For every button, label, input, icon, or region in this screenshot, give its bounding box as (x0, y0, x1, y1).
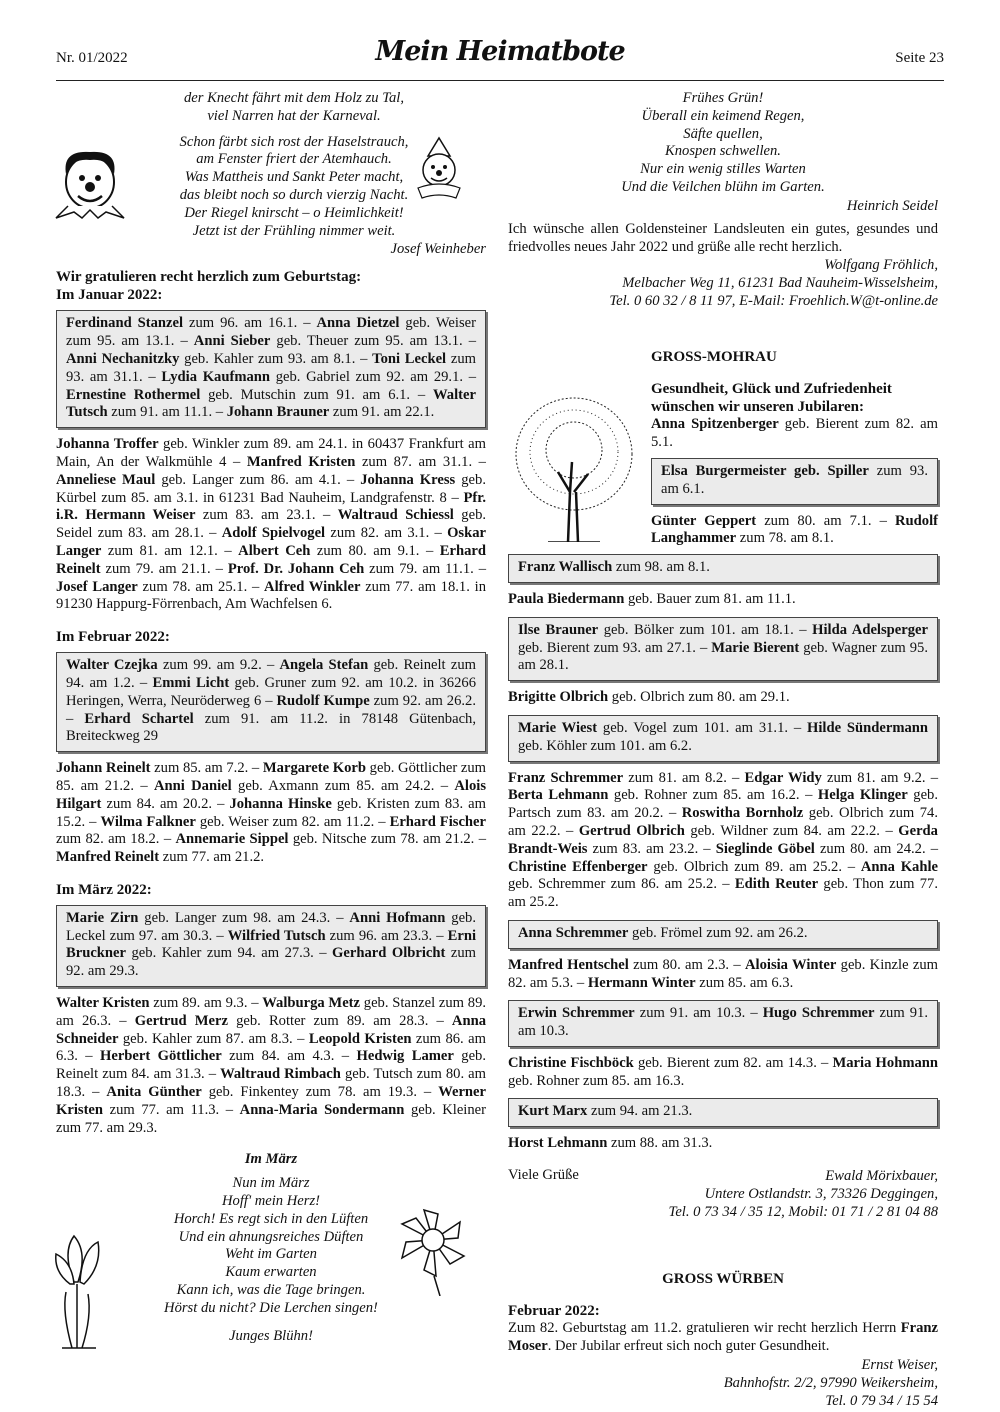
person-name: Anni Nechanitzky (66, 350, 180, 367)
line: der Knecht fährt mit dem Holz zu Tal, (184, 90, 404, 106)
birthday-detail: zum 83. am 23.1. – (195, 507, 338, 524)
person-name: Franz Wallisch (518, 559, 613, 576)
person-name: Wilma Falkner (100, 813, 196, 830)
birthday-detail: zum 93. am 6.1. (661, 462, 928, 497)
gm-box-1 (651, 458, 938, 505)
birthday-detail: zum 99. am 9.2. – (157, 657, 280, 674)
birthday-detail: geb. Bierent zum 93. am 27.1. – (518, 639, 712, 656)
person-name: Johann Brauner (226, 404, 330, 421)
new-year-wish: Ich wünsche allen Goldensteiner Landsleuten ein gutes, gesundes und friedvolles neues Jahr 2022 und grüße alle recht herzlich. (508, 220, 938, 255)
birthday-detail: geb. Kahler zum 94. am 27.3. – (126, 945, 333, 962)
person-name: Maria Hohmann (832, 1054, 939, 1071)
person-name: Albert Ceh (238, 542, 311, 559)
gm-text-3 (508, 770, 938, 912)
line: viel Narren hat der Karneval. (207, 107, 381, 124)
line: Überall ein keimend Regen, (641, 107, 805, 124)
birthday-detail: geb. Gabriel zum 92. am 29.1. – (270, 368, 476, 385)
line: Was Mattheis und Sankt Peter macht, (184, 169, 404, 186)
birthday-detail: geb. Winkler zum 89. am 24.1. in 60437 Frankfurt am Main, An der Walkmühle 4 – (56, 436, 486, 470)
birthday-detail: zum 80. am 24.2. – (814, 840, 938, 857)
person-name: Roswitha Bornholz (681, 805, 804, 822)
birthday-detail: zum 96. am 16.1. – (183, 315, 317, 332)
birthday-detail: zum 84. am 4.3. – (221, 1048, 357, 1065)
february-highlight-box (56, 652, 486, 752)
person-name: Anni Sieber (193, 333, 271, 350)
birthday-detail: geb. Göttlicher zum 85. am 21.2. – (56, 760, 487, 794)
person-name: Pfr. i.R. Hermann Weiser (56, 489, 486, 524)
congrats-heading: Wir gratulieren recht herzlich zum Geburtstag: (56, 269, 362, 286)
line: Schon färbt sich rost der Haselstrauch, (179, 133, 409, 150)
person-name: Anni Daniel (153, 777, 232, 794)
line: Nur ein wenig stilles Warten (640, 161, 806, 178)
person-name: Walter Tutsch (66, 386, 476, 421)
person-name: Walter Kristen (56, 995, 150, 1012)
greeting-block (508, 1167, 938, 1221)
february-text (56, 760, 486, 867)
person-name: Hedwig Lamer (356, 1048, 454, 1065)
person-name: Walter Czejka (66, 657, 158, 674)
birthday-detail: geb. Olbrich zum 80. am 29.1. (608, 689, 790, 706)
january-heading: Im Januar 2022: (56, 287, 163, 304)
birthday-detail: zum 77. am 21.2. (159, 849, 265, 866)
person-name: Hugo Schremmer (762, 1005, 875, 1022)
signature-froehlich (508, 256, 938, 310)
right-column (508, 90, 938, 1410)
line: am Fenster friert der Atemhauch. (196, 151, 392, 168)
person-name: Aloisia Winter (745, 956, 837, 973)
left-column (56, 90, 486, 1345)
birthday-detail: zum 81. am 8.2. – (623, 769, 745, 786)
person-name: Anna Spitzenberger (651, 416, 779, 433)
person-name: Oskar Langer (56, 525, 486, 559)
person-name: Toni Leckel (372, 350, 447, 367)
person-name: Lydia Kaufmann (161, 368, 271, 385)
gw-name: Franz Moser (508, 1320, 938, 1354)
person-name: Gerhard Olbricht (332, 945, 446, 962)
person-name: Rudolf Langhammer (651, 512, 938, 547)
person-name: Johanna Troffer (56, 436, 159, 453)
birthday-detail: geb. Nitsche zum 78. am 21.2. – (288, 831, 486, 848)
gm-box-6 (508, 1000, 938, 1047)
line: Weht im Garten (225, 1246, 317, 1263)
gm-text-6 (508, 1135, 938, 1153)
person-name: Christine Effenberger (508, 858, 648, 875)
january-highlight-box (56, 310, 486, 428)
line: Knospen schwellen. (665, 143, 781, 160)
line: Melbacher Weg 11, 61231 Bad Nauheim-Wisselsheim, (622, 275, 938, 292)
person-name: Leopold Kristen (308, 1030, 412, 1047)
person-name: Hilda Adelsperger (812, 621, 928, 638)
person-name: Anni Hofmann (349, 909, 446, 926)
line: Der Riegel knirscht – o Heimlichkeit! (184, 204, 404, 221)
birthday-detail: zum 85. am 6.3. (695, 974, 794, 991)
birthday-detail: zum 91. am 10.3. (518, 1005, 928, 1040)
person-name: Gertrud Merz (134, 1012, 228, 1029)
birthday-detail: geb. Bierent zum 82. am 5.1. (651, 416, 938, 451)
line: Hoff' mein Herz! (222, 1193, 320, 1210)
birthday-detail: zum 82. am 3.1. – (325, 525, 448, 542)
line: Ernst Weiser, (861, 1356, 938, 1373)
person-name: Erwin Schremmer (518, 1005, 635, 1022)
birthday-detail: zum 88. am 31.3. (607, 1135, 713, 1152)
birthday-detail: zum 98. am 8.1. (612, 559, 710, 576)
birthday-detail: zum 80. am 2.3. – (628, 956, 745, 973)
birthday-detail: geb. Seidel zum 83. am 28.1. – (56, 507, 487, 542)
birthday-detail: geb. Kahler zum 87. am 8.3. – (118, 1030, 309, 1047)
birthday-detail: zum 91. am 11.1. – (107, 404, 227, 421)
person-name: Horst Lehmann (508, 1135, 608, 1152)
person-name: Alfred Winkler (264, 578, 361, 595)
line: Wolfgang Fröhlich, (824, 257, 938, 274)
person-name: Alois Hilgart (56, 777, 486, 812)
birthday-detail: geb. Köhler zum 101. am 6.2. (518, 737, 692, 754)
birthday-detail: zum 81. am 12.1. – (101, 542, 239, 559)
line: Frühes Grün! (682, 90, 764, 106)
line: Ewald Mörixbauer, (825, 1168, 938, 1185)
line: das bleibt noch so durch vierzig Nacht. (179, 186, 409, 203)
birthday-detail: geb. Gruner zum 92. am 10.2. in 36266 Heringen, Werra, Neuröderweg 6 – (66, 674, 476, 709)
birthday-detail: geb. Bierent zum 82. am 14.3. – (633, 1054, 833, 1071)
birthday-detail: geb. Frömel zum 92. am 26.2. (628, 924, 808, 941)
birthday-detail: zum 91. am 22.1. (329, 404, 435, 421)
person-name: Anna Dietzel (316, 315, 400, 332)
birthday-detail: zum 91. am 10.3. – (634, 1005, 763, 1022)
poem-author: Josef Weinheber (390, 241, 486, 258)
birthday-detail: geb. Kahler zum 93. am 8.1. – (179, 350, 373, 367)
birthday-detail: zum 79. am 21.1. – (100, 560, 228, 577)
person-name: Edith Reuter (734, 876, 819, 893)
person-name: Johanna Kress (360, 471, 456, 488)
line: Säfte quellen, (683, 125, 763, 142)
person-name: Erhard Reinelt (56, 542, 486, 577)
birthday-detail: geb. Rohner zum 85. am 16.3. (508, 1072, 685, 1089)
person-name: Kurt Marx (518, 1103, 588, 1120)
birthday-detail: geb. Partsch zum 83. am 20.2. – (508, 787, 938, 822)
birthday-detail: geb. Bölker zum 101. am 18.1. – (598, 621, 813, 638)
birthday-detail: geb. Kinzle zum 82. am 5.3. – (508, 956, 938, 991)
birthday-detail: geb. Langer zum 86. am 4.1. – (155, 471, 361, 488)
person-name: Christine Fischböck (508, 1054, 634, 1071)
person-name: Anna Schneider (56, 1012, 486, 1047)
person-name: Hermann Winter (587, 974, 696, 991)
february-heading: Im Februar 2022: (56, 629, 170, 646)
person-name: Josef Langer (56, 578, 138, 595)
person-name: Manfred Reinelt (56, 849, 160, 866)
birthday-detail: zum 93. am 31.1. – (66, 350, 476, 385)
person-name: Berta Lehmann (508, 787, 609, 804)
gross-wuerben-text (508, 1320, 938, 1356)
person-name: Ernestine Rothermel (66, 386, 201, 403)
poem2-title: Im März (244, 1151, 298, 1168)
birthday-detail: zum 86. am 6.3. – (56, 1030, 486, 1065)
poem2-lines (126, 1175, 416, 1317)
gm-box-7 (508, 1098, 938, 1127)
line: Tel. 0 79 34 / 15 54 (825, 1392, 938, 1409)
person-name: Gertrud Olbrich (578, 822, 685, 839)
page-header (56, 36, 944, 81)
birthday-detail: geb. Axmann zum 85. am 24.2. – (231, 777, 455, 794)
gross-mohrau-intro (508, 348, 938, 548)
line: Kaum erwarten (225, 1264, 317, 1281)
birthday-detail: zum 92. am 26.2. – (66, 692, 476, 727)
person-name: Waltraud Schiessl (337, 507, 454, 524)
gross-wuerben-heading: GROSS WÜRBEN (662, 1271, 784, 1288)
birthday-detail: zum 94. am 21.3. (587, 1103, 693, 1120)
person-name: Franz Schremmer (508, 769, 624, 786)
person-name: Ferdinand Stanzel (66, 315, 184, 332)
birthday-detail: geb. Finkentey zum 78. am 19.3. – (201, 1084, 439, 1101)
gm-text-4 (508, 957, 938, 993)
person-name: Adolf Spielvogel (221, 525, 326, 542)
person-name: Anna Schremmer (518, 924, 629, 941)
person-name: Brigitte Olbrich (508, 689, 609, 706)
person-name: Herbert Göttlicher (100, 1048, 222, 1065)
page-number: Seite 23 (895, 50, 944, 66)
gross-mohrau-heading: GROSS-MOHRAU (651, 349, 777, 366)
person-name: Wilfried Tutsch (227, 927, 326, 944)
person-name: Anna Kahle (860, 858, 938, 875)
person-name: Edgar Widy (744, 769, 822, 786)
gw-text-a: Zum 82. Geburtstag am 11.2. gratulieren wir recht herzlich Herrn (508, 1320, 901, 1337)
gm-second (651, 513, 938, 549)
person-name: Prof. Dr. Johann Ceh (227, 560, 365, 577)
birthday-detail: geb. Vogel zum 101. am 31.1. – (597, 719, 807, 736)
person-name: Marie Wiest (518, 719, 598, 736)
line: Horch! Es regt sich in den Lüften (173, 1210, 369, 1227)
gm-first (651, 416, 938, 452)
poem-lines (124, 90, 464, 240)
line: Und die Veilchen blühn im Garten. (621, 178, 825, 195)
masthead-title: Mein Heimatbote (375, 36, 625, 67)
person-name: Ilse Brauner (518, 621, 599, 638)
person-name: Anita Günther (106, 1084, 202, 1101)
line: Tel. 0 73 34 / 35 12, Mobil: 01 71 / 2 81 04 88 (668, 1204, 938, 1221)
birthday-detail: geb. Wildner zum 84. am 22.2. – (684, 822, 899, 839)
person-name: Günter Geppert (651, 512, 757, 529)
march-heading: Im März 2022: (56, 881, 152, 898)
issue-number: Nr. 01/2022 (56, 50, 128, 66)
greeting: Viele Grüße (508, 1167, 579, 1184)
person-name: Emmi Licht (152, 674, 230, 691)
person-name: Gerda Brandt-Weis (508, 822, 938, 857)
march-text (56, 995, 486, 1137)
person-name: Sieglinde Göbel (715, 840, 815, 857)
person-name: Johann Reinelt (56, 760, 151, 777)
birthday-detail: zum 77. am 11.3. – (103, 1101, 240, 1118)
birthday-detail: zum 82. am 18.2. – (56, 831, 176, 848)
gm-text-2 (508, 689, 938, 707)
gm-box-5 (508, 920, 938, 949)
person-name: Anneliese Maul (56, 471, 156, 488)
person-name: Margarete Korb (262, 760, 366, 777)
person-name: Helga Klinger (817, 787, 908, 804)
gm-text-5 (508, 1055, 938, 1091)
birthday-detail: zum 80. am 7.1. – (756, 512, 896, 529)
person-name: Annemarie Sippel (175, 831, 289, 848)
person-name: Erhard Schartel (84, 710, 194, 727)
birthday-detail: zum 85. am 7.2. – (150, 760, 263, 777)
birthday-detail: geb. Thon zum 77. am 25.2. (508, 876, 938, 911)
birthday-detail: zum 81. am 9.2. – (821, 769, 939, 786)
person-name: Johanna Hinske (229, 795, 332, 812)
person-name: Marie Bierent (711, 639, 800, 656)
person-name: Angela Stefan (279, 657, 369, 674)
birthday-detail: geb. Langer zum 98. am 24.3. – (138, 909, 350, 926)
birthday-detail: geb. Kristen zum 83. am 15.2. – (56, 795, 486, 830)
signature-weiser (508, 1356, 938, 1410)
person-name: Anna-Maria Sondermann (239, 1101, 405, 1118)
person-name: Erni Bruckner (66, 927, 477, 962)
line: Kann ich, was die Tage bringen. (176, 1282, 366, 1299)
birthday-detail: zum 89. am 9.3. – (149, 995, 263, 1012)
birthday-detail: zum 87. am 31.1. – (355, 453, 486, 470)
march-highlight-box (56, 905, 486, 987)
birthday-detail: geb. Weiser zum 82. am 11.2. – (195, 813, 390, 830)
birthday-detail: zum 79. am 11.1. – (364, 560, 486, 577)
birthday-detail: geb. Reinelt zum 84. am 31.3. – (56, 1048, 486, 1083)
birthday-detail: geb. Weiser zum 95. am 13.1. – (66, 315, 476, 350)
birthday-detail: geb. Schremmer zum 86. am 25.2. – (508, 876, 735, 893)
birthday-detail: geb. Reinelt zum 94. am 1.2. – (66, 657, 476, 691)
line (124, 126, 464, 134)
birthday-detail: geb. Wagner zum 95. am 28.1. (518, 639, 928, 674)
line: Und ein ahnungsreiches Düften (178, 1228, 364, 1245)
birthday-detail: geb. Leckel zum 97. am 30.3. – (66, 909, 476, 944)
person-name: Hilde Sündermann (807, 719, 929, 736)
line: Hörst du nicht? Die Lerchen singen! (164, 1299, 378, 1316)
birthday-detail: zum 96. am 23.3. – (325, 927, 448, 944)
line: Bahnhofstr. 2/2, 97990 Weikersheim, (723, 1374, 938, 1391)
poem-seidel-author: Heinrich Seidel (846, 197, 938, 214)
birthday-detail: zum 83. am 23.2. – (587, 840, 716, 857)
birthday-detail: zum 78. am 25.1. – (137, 578, 265, 595)
person-name: Manfred Kristen (246, 453, 356, 470)
gm-box-3 (508, 617, 938, 681)
poem-weinheber (42, 90, 472, 240)
january-text (56, 436, 486, 614)
birthday-detail: zum 78. am 8.1. (736, 530, 834, 547)
line: Untere Ostlandstr. 3, 73326 Deggingen, (704, 1186, 938, 1203)
person-name: Waltraud Rimbach (220, 1066, 341, 1083)
gross-mohrau-intro-text: Gesundheit, Glück und Zufriedenheit wünschen wir unseren Jubilaren: (651, 381, 892, 416)
birthday-detail: geb. Tutsch zum 80. am 18.3. – (56, 1066, 486, 1101)
person-name: Werner Kristen (56, 1084, 487, 1118)
birthday-detail: geb. Stanzel zum 89. am 26.3. – (56, 995, 487, 1029)
birthday-detail: zum 84. am 20.2. – (101, 795, 230, 812)
gw-text-b: . Der Jubilar erfreut sich noch guter Gesundheit. (547, 1337, 830, 1354)
birthday-detail: geb. Kleiner zum 77. am 29.3. (56, 1101, 487, 1136)
person-name: Rudolf Kumpe (276, 692, 370, 709)
birthday-detail: geb. Mutschin zum 91. am 6.1. – (200, 386, 434, 403)
poem-im-maerz (56, 1151, 486, 1345)
birthday-detail: geb. Theuer zum 95. am 13.1. – (270, 333, 476, 350)
birthday-detail: geb. Rotter zum 89. am 28.3. – (227, 1012, 452, 1029)
birthday-detail: zum 77. am 18.1. in 91230 Happurg-Förrenbach, Am Wachfelsen 6. (56, 578, 486, 613)
gm-box-2 (508, 554, 938, 583)
birthday-detail: zum 92. am 29.3. (66, 945, 476, 980)
person-name: Walburga Metz (262, 995, 361, 1012)
birthday-detail: geb. Rohner zum 85. am 16.2. – (608, 787, 818, 804)
person-name: Marie Zirn (66, 909, 139, 926)
line: Nun im März (232, 1175, 310, 1192)
line: Tel. 0 60 32 / 8 11 97, E-Mail: Froehlich.W@t-online.de (609, 293, 938, 310)
gross-wuerben-sub: Februar 2022: (508, 1303, 600, 1320)
person-name: Paula Biedermann (508, 590, 625, 607)
birthday-detail: geb. Kürbel zum 85. am 3.1. in 61231 Bad Nauheim, Landgrafenstr. 8 – (56, 471, 486, 506)
gm-box-4 (508, 715, 938, 762)
person-name: Elsa Burgermeister geb. Spiller (661, 462, 869, 479)
line: Jetzt ist der Frühling nimmer weit. (192, 222, 396, 239)
birthday-detail: geb. Olbrich zum 74. am 22.2. – (508, 805, 938, 839)
poem2-author: Junges Blühn! (229, 1327, 313, 1344)
birthday-detail: geb. Bauer zum 81. am 11.1. (624, 590, 796, 607)
person-name: Manfred Hentschel (508, 956, 629, 973)
gm-text-1 (508, 591, 938, 609)
poem-seidel (508, 90, 938, 197)
birthday-detail: geb. Olbrich zum 89. am 25.2. – (647, 858, 861, 875)
birthday-detail: zum 80. am 9.1. – (310, 542, 440, 559)
birthday-detail: zum 91. am 11.2. in 78148 Gütenbach, Breiteckweg 29 (66, 710, 476, 745)
person-name: Erhard Fischer (389, 813, 487, 830)
